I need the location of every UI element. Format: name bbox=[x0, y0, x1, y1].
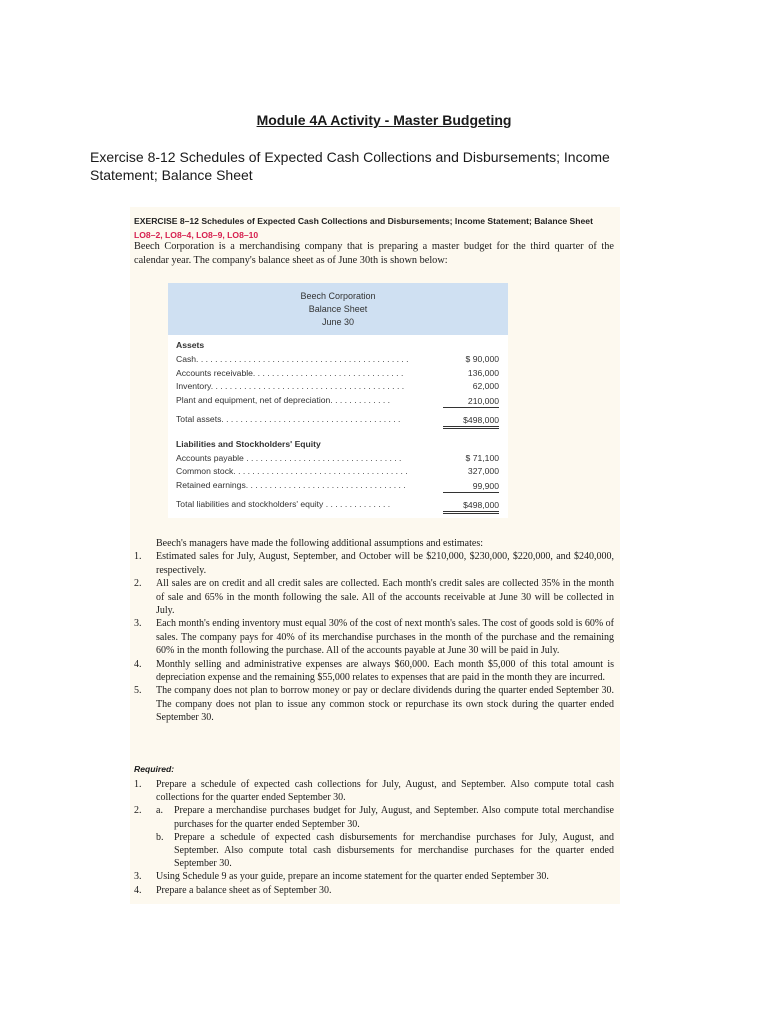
asset-row bbox=[168, 368, 508, 382]
liability-label: Accounts payable . . . . . . . . . . . . . . . . . . . . . . . . . . . . . . . . . bbox=[176, 452, 402, 463]
required-text: Using Schedule 9 as your guide, prepare an income statement for the quarter ended September 30. bbox=[156, 871, 549, 883]
asset-label: Inventory. . . . . . . . . . . . . . . . . . . . . . . . . . . . . . . . . . . . . . . . . bbox=[176, 381, 405, 391]
asset-amount: 136,000 bbox=[467, 367, 499, 378]
required-text: Prepare a schedule of expected cash collections for July, August, and September. Also compute total cash collections for the quarter ended September 30. bbox=[156, 779, 614, 804]
liability-row bbox=[168, 466, 508, 480]
balance-sheet-header bbox=[168, 283, 508, 335]
exercise-intro: Beech Corporation is a merchandising company that is preparing a master budget for the third quarter of the calendar year. The company's balance sheet as of June 30th is shown below: bbox=[134, 241, 614, 266]
exercise-heading-text: EXERCISE 8–12 Schedules of Expected Cash Collections and Disbursements; Income Statement; Balance Sheet bbox=[134, 216, 593, 226]
assumptions-list bbox=[134, 537, 614, 725]
assumption-item bbox=[134, 617, 614, 657]
required-subletter: a. bbox=[156, 805, 163, 817]
required-number: 4. bbox=[134, 884, 142, 896]
page-title: Module 4A Activity - Master Budgeting bbox=[256, 112, 512, 128]
assumption-item bbox=[134, 577, 614, 617]
assumption-text: Monthly selling and administrative expenses are always $60,000. Each month $5,000 of this total amount is depreciation expense and the remaining $55,000 relates to expenses that are paid in the month they are incurred. bbox=[156, 658, 614, 684]
required-number: 3. bbox=[134, 871, 142, 883]
assumption-number: 2. bbox=[134, 578, 142, 590]
required-list bbox=[134, 778, 614, 897]
assumption-item bbox=[134, 658, 614, 685]
learning-objectives: LO8–2, LO8–4, LO8–9, LO8–10 bbox=[134, 230, 259, 240]
required-subletter: b. bbox=[156, 831, 164, 843]
required-number: 1. bbox=[134, 779, 142, 790]
required-item bbox=[134, 870, 614, 883]
required-heading: Required: bbox=[134, 764, 175, 774]
assumption-item bbox=[134, 684, 614, 724]
total-assets-label: Total assets. . . . . . . . . . . . . . . . . . . . . . . . . . . . . . . . . . . . . . bbox=[176, 414, 401, 424]
assumption-number: 5. bbox=[134, 685, 142, 697]
asset-row bbox=[168, 395, 508, 409]
total-liabilities-amount: $498,000 bbox=[443, 499, 499, 514]
required-item bbox=[134, 778, 614, 804]
required-number: 2. bbox=[134, 805, 142, 817]
balance-sheet bbox=[168, 283, 508, 518]
liability-row bbox=[168, 453, 508, 467]
total-assets-amount: $498,000 bbox=[443, 414, 499, 429]
asset-row bbox=[168, 381, 508, 395]
assumptions-lead: Beech's managers have made the following additional assumptions and estimates: bbox=[156, 538, 483, 549]
textbook-excerpt bbox=[130, 207, 620, 904]
assumption-text: Each month's ending inventory must equal 30% of the cost of next month's sales. The cost of goods sold is 60% of sales. The company pays for 40% of its merchandise purchases in the month of the purchase and the remaining 60% in the month following the purchase. All of the accounts payable at June 30 will be paid in July. bbox=[156, 618, 614, 657]
asset-label: Accounts receivable. . . . . . . . . . . . . . . . . . . . . . . . . . . . . . . . bbox=[176, 367, 404, 378]
asset-amount: 62,000 bbox=[472, 381, 499, 391]
asset-amount: 210,000 bbox=[443, 395, 499, 408]
assumption-text: Estimated sales for July, August, September, and October will be $210,000, $230,000, $220,000, and $240,000, respectively. bbox=[156, 551, 614, 576]
liability-label: Common stock. . . . . . . . . . . . . . . . . . . . . . . . . . . . . . . . . . . . . bbox=[176, 466, 408, 476]
asset-label: Plant and equipment, net of depreciation. . . . . . . . . . . . . bbox=[176, 394, 391, 405]
company-name: Beech Corporation bbox=[300, 291, 376, 301]
required-subtext: Prepare a schedule of expected cash disbursements for merchandise purchases for July, August, and September. Also compute total cash disbursements for merchandise purchases for the quarter ended September 30. bbox=[174, 831, 614, 870]
liability-amount: $ 71,100 bbox=[465, 452, 499, 463]
assumption-number: 3. bbox=[134, 618, 142, 630]
assumption-item bbox=[134, 550, 614, 577]
exercise-subtitle: Exercise 8-12 Schedules of Expected Cash Collections and Disbursements; Income Statement; Balance Sheet bbox=[90, 149, 610, 183]
asset-row bbox=[168, 354, 508, 368]
total-liabilities-row bbox=[168, 499, 508, 513]
assumption-number: 4. bbox=[134, 658, 142, 670]
required-item bbox=[134, 804, 614, 830]
assets-heading: Assets bbox=[176, 340, 205, 350]
total-assets-row bbox=[168, 414, 508, 428]
total-liabilities-label: Total liabilities and stockholders' equity . . . . . . . . . . . . . . bbox=[176, 499, 391, 509]
liability-amount: 327,000 bbox=[467, 466, 499, 476]
required-subtext: Prepare a merchandise purchases budget for July, August, and September. Also compute total merchandise purchases for the quarter ended September 30. bbox=[174, 805, 614, 830]
liability-row bbox=[168, 480, 508, 494]
assumption-text: All sales are on credit and all credit sales are collected. Each month's credit sales are collected 35% in the month of sale and 65% in the month following the sale. All of the accounts receivable at June 30 will be collected in July. bbox=[156, 578, 614, 617]
asset-amount: $ 90,000 bbox=[465, 354, 499, 364]
required-text: Prepare a balance sheet as of September 30. bbox=[156, 884, 332, 896]
liability-label: Retained earnings. . . . . . . . . . . . . . . . . . . . . . . . . . . . . . . . . . bbox=[176, 479, 406, 490]
required-item bbox=[134, 884, 614, 897]
exercise-heading bbox=[134, 214, 614, 242]
statement-name: Balance Sheet bbox=[308, 304, 368, 314]
statement-date: June 30 bbox=[321, 317, 355, 327]
asset-label: Cash. . . . . . . . . . . . . . . . . . . . . . . . . . . . . . . . . . . . . . . . . . . . . bbox=[176, 354, 409, 364]
liability-amount: 99,900 bbox=[443, 480, 499, 493]
assumption-number: 1. bbox=[134, 551, 142, 563]
assumption-text: The company does not plan to borrow money or pay or declare dividends during the quarter ended September 30. The company does not plan to issue any common stock or repurchase its own stock during the quarter ended September 30. bbox=[156, 685, 614, 724]
required-subitem bbox=[134, 831, 614, 871]
liabilities-heading: Liabilities and Stockholders' Equity bbox=[176, 438, 321, 449]
